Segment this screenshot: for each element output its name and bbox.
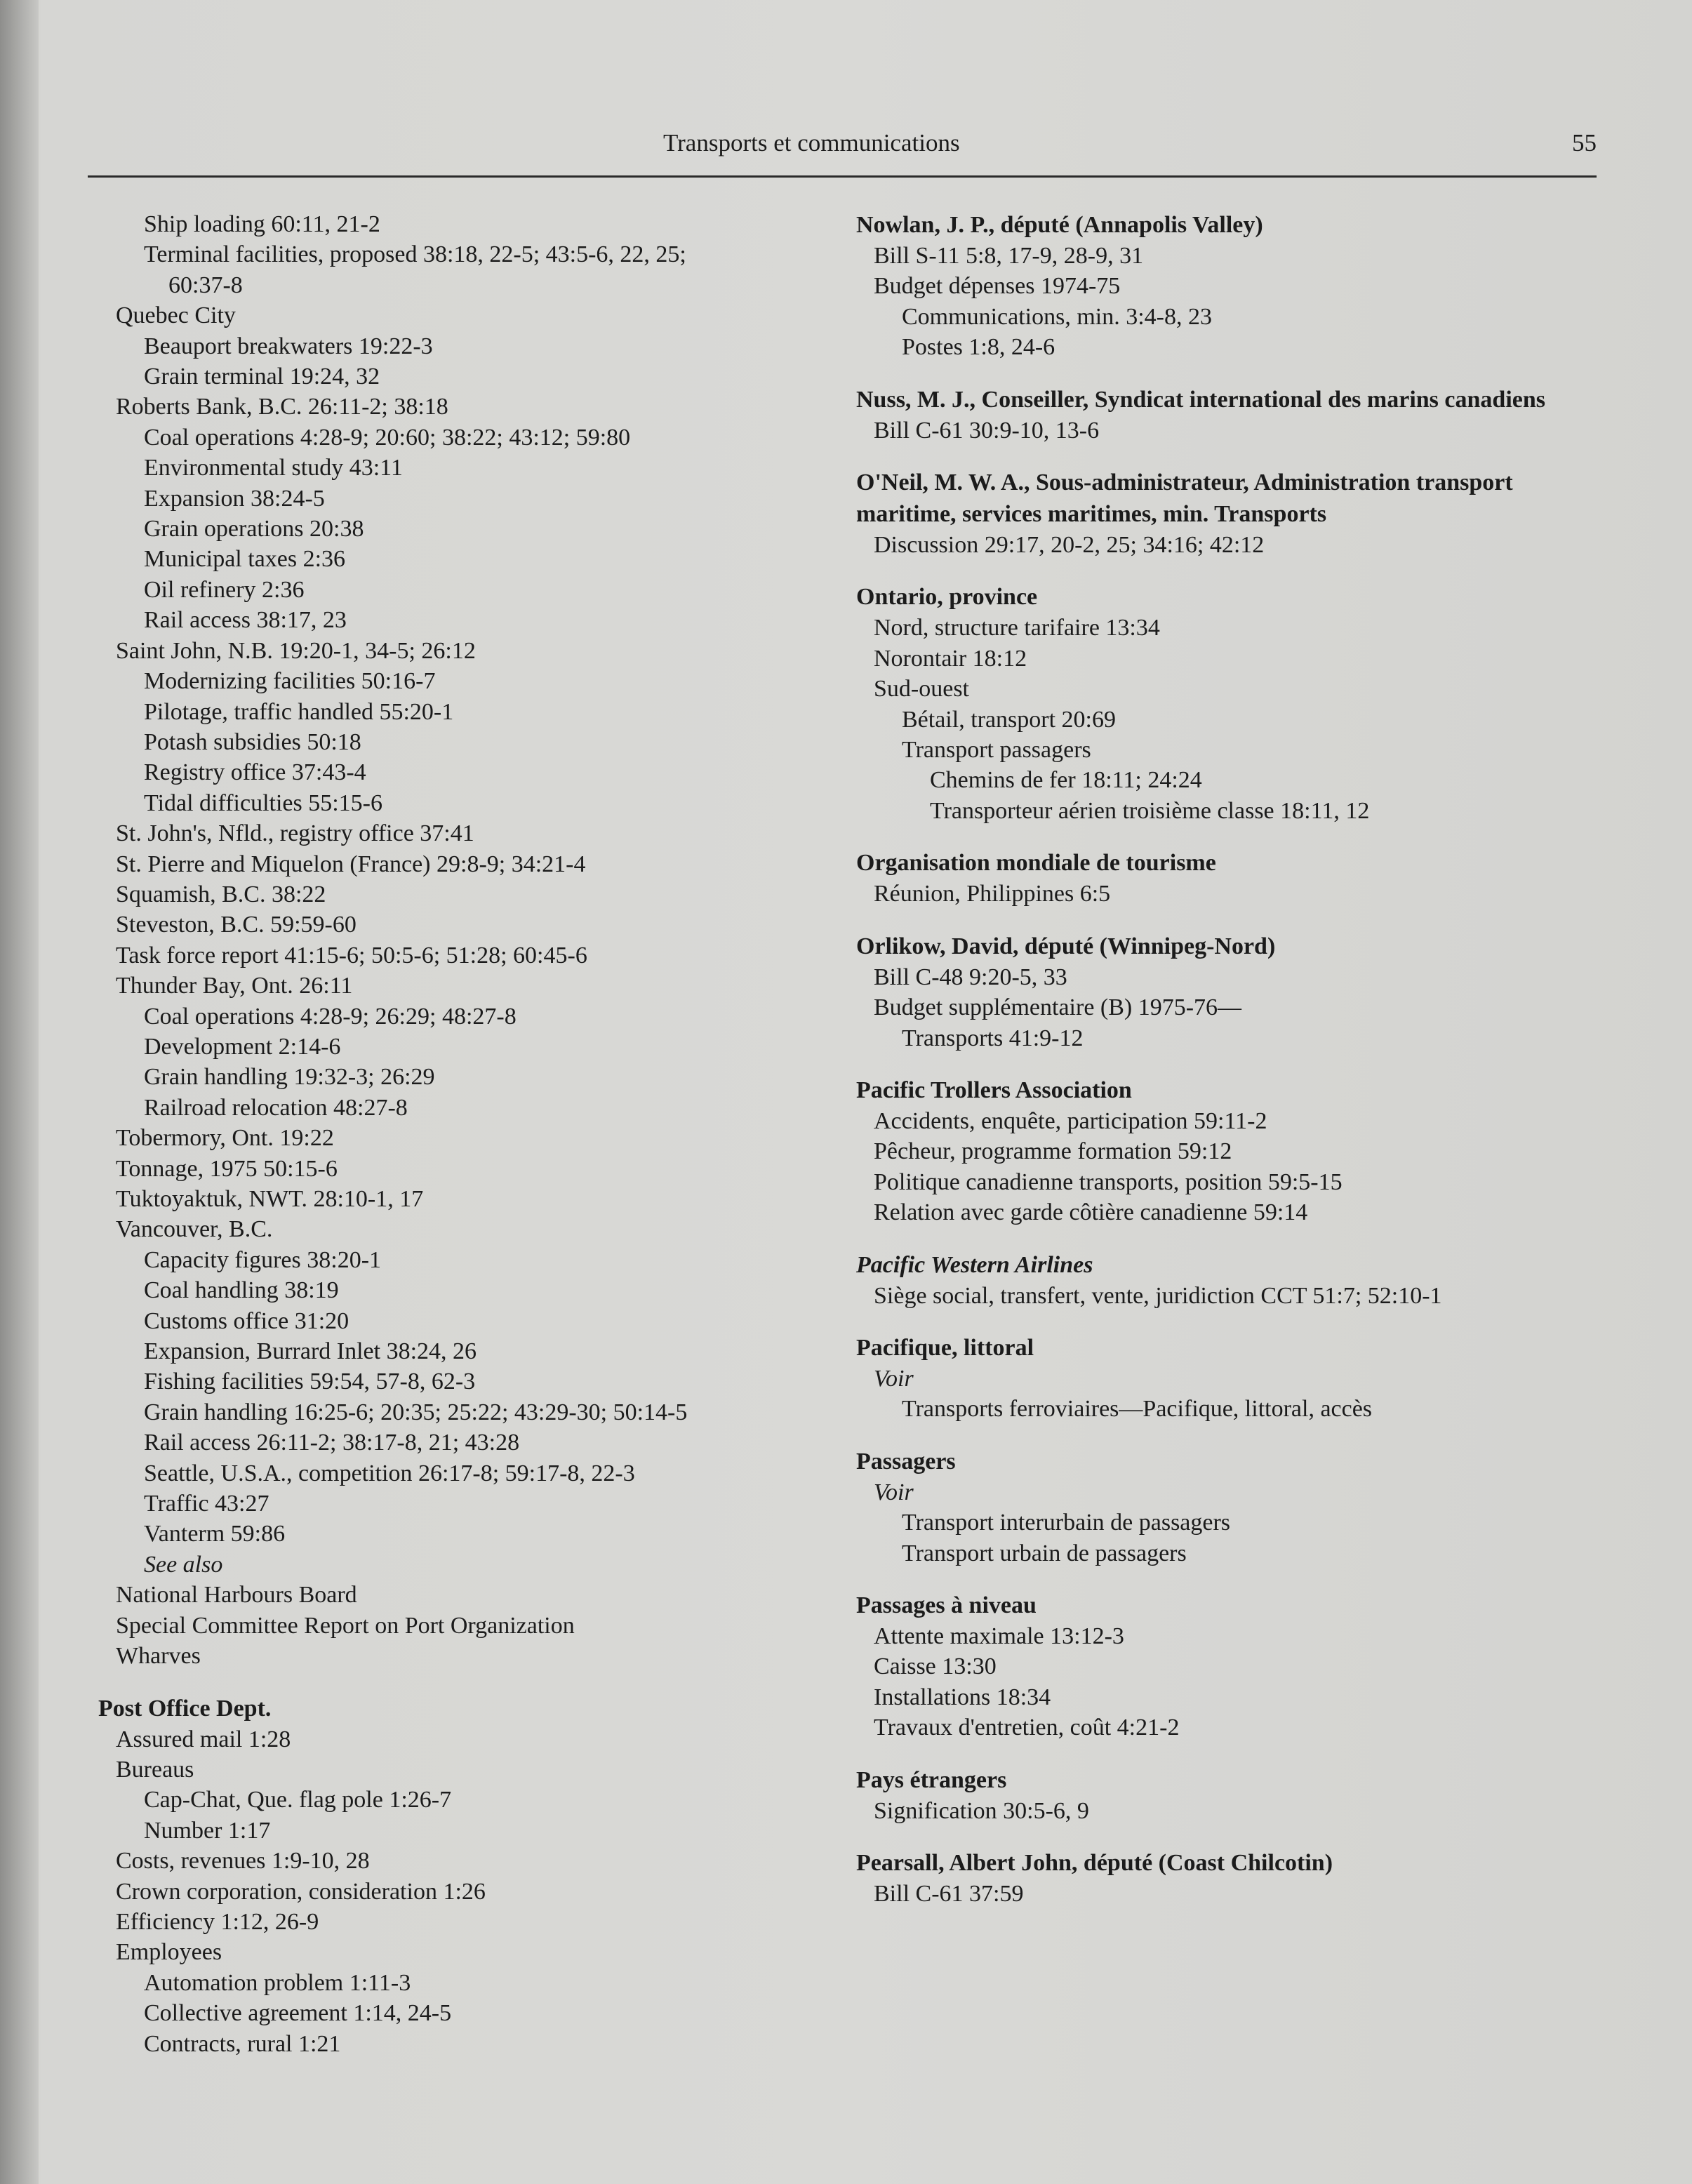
index-subsubentry: Number 1:17 [144, 1817, 271, 1844]
index-subsubentry: 60:37-8 [168, 272, 243, 298]
index-heading: Orlikow, David, député (Winnipeg-Nord) [856, 933, 1276, 959]
index-subsubentry: Traffic 43:27 [144, 1491, 269, 1517]
index-subsubentry: Transports ferroviaires—Pacifique, littoral, accès [902, 1396, 1373, 1423]
index-subentry: Sud-ouest [874, 676, 969, 703]
index-subsubentry: Beauport breakwaters 19:22-3 [144, 333, 433, 359]
index-subentry: Tobermory, Ont. 19:22 [116, 1125, 334, 1152]
index-heading: Pacific Trollers Association [856, 1077, 1132, 1103]
index-subentry: Steveston, B.C. 59:59-60 [116, 912, 357, 938]
entry-spacer [856, 560, 1614, 581]
index-subsubentry: Coal operations 4:28-9; 26:29; 48:27-8 [144, 1003, 517, 1030]
index-subentry: Réunion, Philippines 6:5 [874, 881, 1111, 907]
index-subsubentry: Grain operations 20:38 [144, 516, 364, 542]
index-heading: Nowlan, J. P., député (Annapolis Valley) [856, 212, 1263, 238]
index-heading: O'Neil, M. W. A., Sous-administrateur, Administration transport maritime, services maritimes, min. Transports [856, 470, 1513, 528]
index-subentry: Discussion 29:17, 20-2, 25; 34:16; 42:12 [874, 532, 1265, 559]
index-subentry: Politique canadienne transports, position 59:5-15 [874, 1168, 1343, 1195]
index-subsubentry: Coal handling 38:19 [144, 1277, 339, 1304]
index-subentry: Norontair 18:12 [874, 645, 1027, 672]
index-subentry: Pêcheur, programme formation 59:12 [874, 1138, 1232, 1165]
index-subentry: Task force report 41:15-6; 50:5-6; 51:28; 60:45-6 [116, 942, 587, 968]
index-subsubentry: Communications, min. 3:4-8, 23 [902, 303, 1212, 330]
entry-spacer [856, 826, 1614, 847]
entry-spacer [98, 1672, 842, 1693]
index-subentry: National Harbours Board [116, 1582, 357, 1609]
page-header [88, 126, 1597, 178]
index-subentry: Assured mail 1:28 [116, 1726, 291, 1752]
index-subsubentry: Bétail, transport 20:69 [902, 706, 1117, 733]
index-heading: Pacifique, littoral [856, 1334, 1034, 1361]
index-subsubentry: Customs office 31:20 [144, 1307, 349, 1334]
index-subentry: Saint John, N.B. 19:20-1, 34-5; 26:12 [116, 637, 476, 664]
index-subentry: Voir [874, 1479, 914, 1505]
index-subsubentry: Tidal difficulties 55:15-6 [144, 790, 382, 816]
index-heading: Ontario, province [856, 584, 1038, 611]
entry-spacer [856, 1826, 1614, 1847]
index-subsubentry: Seattle, U.S.A., competition 26:17-8; 59:17-8, 22-3 [144, 1460, 635, 1486]
index-subentry: Tonnage, 1975 50:15-6 [116, 1155, 338, 1182]
entry-spacer [856, 446, 1614, 467]
index-subsubentry: Transport passagers [902, 737, 1091, 764]
index-subsubentry: Capacity figures 38:20-1 [144, 1246, 382, 1273]
index-subsubentry: Potash subsidies 50:18 [144, 728, 361, 755]
index-heading: Pearsall, Albert John, député (Coast Chilcotin) [856, 1850, 1333, 1876]
index-heading: Post Office Dept. [98, 1695, 272, 1722]
index-subsubentry: Fishing facilities 59:54, 57-8, 62-3 [144, 1369, 476, 1395]
index-subsubentry: Grain terminal 19:24, 32 [144, 364, 380, 390]
index-subentry: Efficiency 1:12, 26-9 [116, 1908, 319, 1935]
entry-spacer [856, 1569, 1614, 1590]
entry-spacer [856, 1425, 1614, 1446]
index-heading: Passagers [856, 1448, 956, 1474]
index-subsubentry: Registry office 37:43-4 [144, 759, 366, 786]
index-subentry: Accidents, enquête, participation 59:11-2 [874, 1107, 1267, 1134]
index-subsubentry: Rail access 38:17, 23 [144, 607, 347, 634]
page-number: 55 [1572, 129, 1597, 157]
index-heading: Passages à niveau [856, 1592, 1037, 1618]
index-subentry: Quebec City [116, 302, 236, 329]
index-subentry: Employees [116, 1939, 222, 1966]
index-subsubentry: Modernizing facilities 50:16-7 [144, 668, 436, 695]
index-subsubentry: Contracts, rural 1:21 [144, 2030, 341, 2057]
index-subentry: Bill C-61 30:9-10, 13-6 [874, 417, 1100, 444]
index-subentry: Wharves [116, 1643, 201, 1670]
index-subentry: Bill C-48 9:20-5, 33 [874, 964, 1067, 990]
index-subentry: Attente maximale 13:12-3 [874, 1623, 1124, 1649]
index-subentry: Signification 30:5-6, 9 [874, 1797, 1089, 1824]
index-subentry: Nord, structure tarifaire 13:34 [874, 615, 1160, 641]
index-subentry: St. Pierre and Miquelon (France) 29:8-9; 34:21-4 [116, 851, 586, 877]
index-subsubentry: Expansion, Burrard Inlet 38:24, 26 [144, 1338, 477, 1365]
index-subsubentry: Transporteur aérien troisième classe 18:11, 12 [930, 797, 1370, 824]
index-subsubentry: Transport interurbain de passagers [902, 1510, 1231, 1536]
entry-spacer [856, 1743, 1614, 1764]
index-subsubentry: Pilotage, traffic handled 55:20-1 [144, 698, 454, 725]
index-subsubentry: Grain handling 16:25-6; 20:35; 25:22; 43:29-30; 50:14-5 [144, 1399, 688, 1425]
entry-spacer [856, 1311, 1614, 1332]
index-subentry: Budget dépenses 1974-75 [874, 273, 1121, 300]
entry-spacer [856, 910, 1614, 931]
index-subentry: Relation avec garde côtière canadienne 59:14 [874, 1199, 1308, 1226]
entry-spacer [856, 1228, 1614, 1249]
index-subsubentry: Coal operations 4:28-9; 20:60; 38:22; 43:12; 59:80 [144, 424, 631, 451]
index-subentry: Siège social, transfert, vente, juridiction CCT 51:7; 52:10-1 [874, 1282, 1442, 1309]
index-subsubentry: See also [144, 1551, 223, 1578]
index-subentry: Costs, revenues 1:9-10, 28 [116, 1848, 370, 1875]
index-heading: Pays étrangers [856, 1766, 1007, 1793]
index-subsubentry: Cap-Chat, Que. flag pole 1:26-7 [144, 1787, 452, 1813]
running-title: Transports et communications [663, 129, 960, 157]
index-subentry: Bill C-61 37:59 [874, 1881, 1024, 1907]
index-subsubentry: Environmental study 43:11 [144, 455, 403, 481]
index-subsubentry: Postes 1:8, 24-6 [902, 334, 1055, 361]
index-subentry: Budget supplémentaire (B) 1975-76— [874, 994, 1242, 1021]
index-column-right [856, 209, 1614, 1909]
index-subsubentry: Municipal taxes 2:36 [144, 546, 346, 573]
page-gutter-shadow [0, 0, 39, 2184]
index-subentry: Installations 18:34 [874, 1684, 1051, 1710]
index-subentry: Special Committee Report on Port Organization [116, 1612, 575, 1639]
index-subentry: Caisse 13:30 [874, 1653, 997, 1680]
index-subsubentry: Transports 41:9-12 [902, 1025, 1084, 1051]
index-subsubentry: Oil refinery 2:36 [144, 576, 305, 603]
index-heading: Organisation mondiale de tourisme [856, 850, 1216, 877]
index-subsubentry: Expansion 38:24-5 [144, 485, 325, 512]
entry-spacer [856, 1053, 1614, 1074]
index-subentry: Squamish, B.C. 38:22 [116, 881, 326, 907]
index-column-left [98, 209, 842, 2059]
index-subentry: Vancouver, B.C. [116, 1216, 273, 1243]
index-subentry: Thunder Bay, Ont. 26:11 [116, 973, 353, 999]
index-subsubentry: Vanterm 59:86 [144, 1521, 286, 1547]
index-subsubentry: Terminal facilities, proposed 38:18, 22-5; 43:5-6, 22, 25; [144, 241, 686, 268]
index-subentry: Bureaus [116, 1756, 194, 1783]
index-subsubentry: Transport urbain de passagers [902, 1540, 1187, 1566]
index-subsubentry: Development 2:14-6 [144, 1033, 341, 1060]
index-subentry: Voir [874, 1365, 914, 1392]
index-subsubentry: Rail access 26:11-2; 38:17-8, 21; 43:28 [144, 1430, 520, 1456]
index-subsubentry: Ship loading 60:11, 21-2 [144, 211, 380, 237]
index-heading: Pacific Western Airlines [856, 1251, 1093, 1278]
index-subsubentry: Railroad relocation 48:27-8 [144, 1094, 408, 1121]
index-subsubentry: Grain handling 19:32-3; 26:29 [144, 1064, 435, 1091]
entry-spacer [856, 363, 1614, 384]
index-subentry: Travaux d'entretien, coût 4:21-2 [874, 1714, 1180, 1741]
index-subentry: Bill S-11 5:8, 17-9, 28-9, 31 [874, 243, 1144, 269]
index-heading: Nuss, M. J., Conseiller, Syndicat international des marins canadiens [856, 386, 1545, 413]
index-subentry: Roberts Bank, B.C. 26:11-2; 38:18 [116, 394, 448, 420]
index-subentry: St. John's, Nfld., registry office 37:41 [116, 820, 474, 847]
index-subentry: Tuktoyaktuk, NWT. 28:10-1, 17 [116, 1186, 424, 1212]
index-subentry: Crown corporation, consideration 1:26 [116, 1878, 486, 1905]
index-subsubentry: Automation problem 1:11-3 [144, 1969, 411, 1996]
index-subsubentry: Collective agreement 1:14, 24-5 [144, 2000, 452, 2027]
index-subsubentry: Chemins de fer 18:11; 24:24 [930, 767, 1202, 794]
